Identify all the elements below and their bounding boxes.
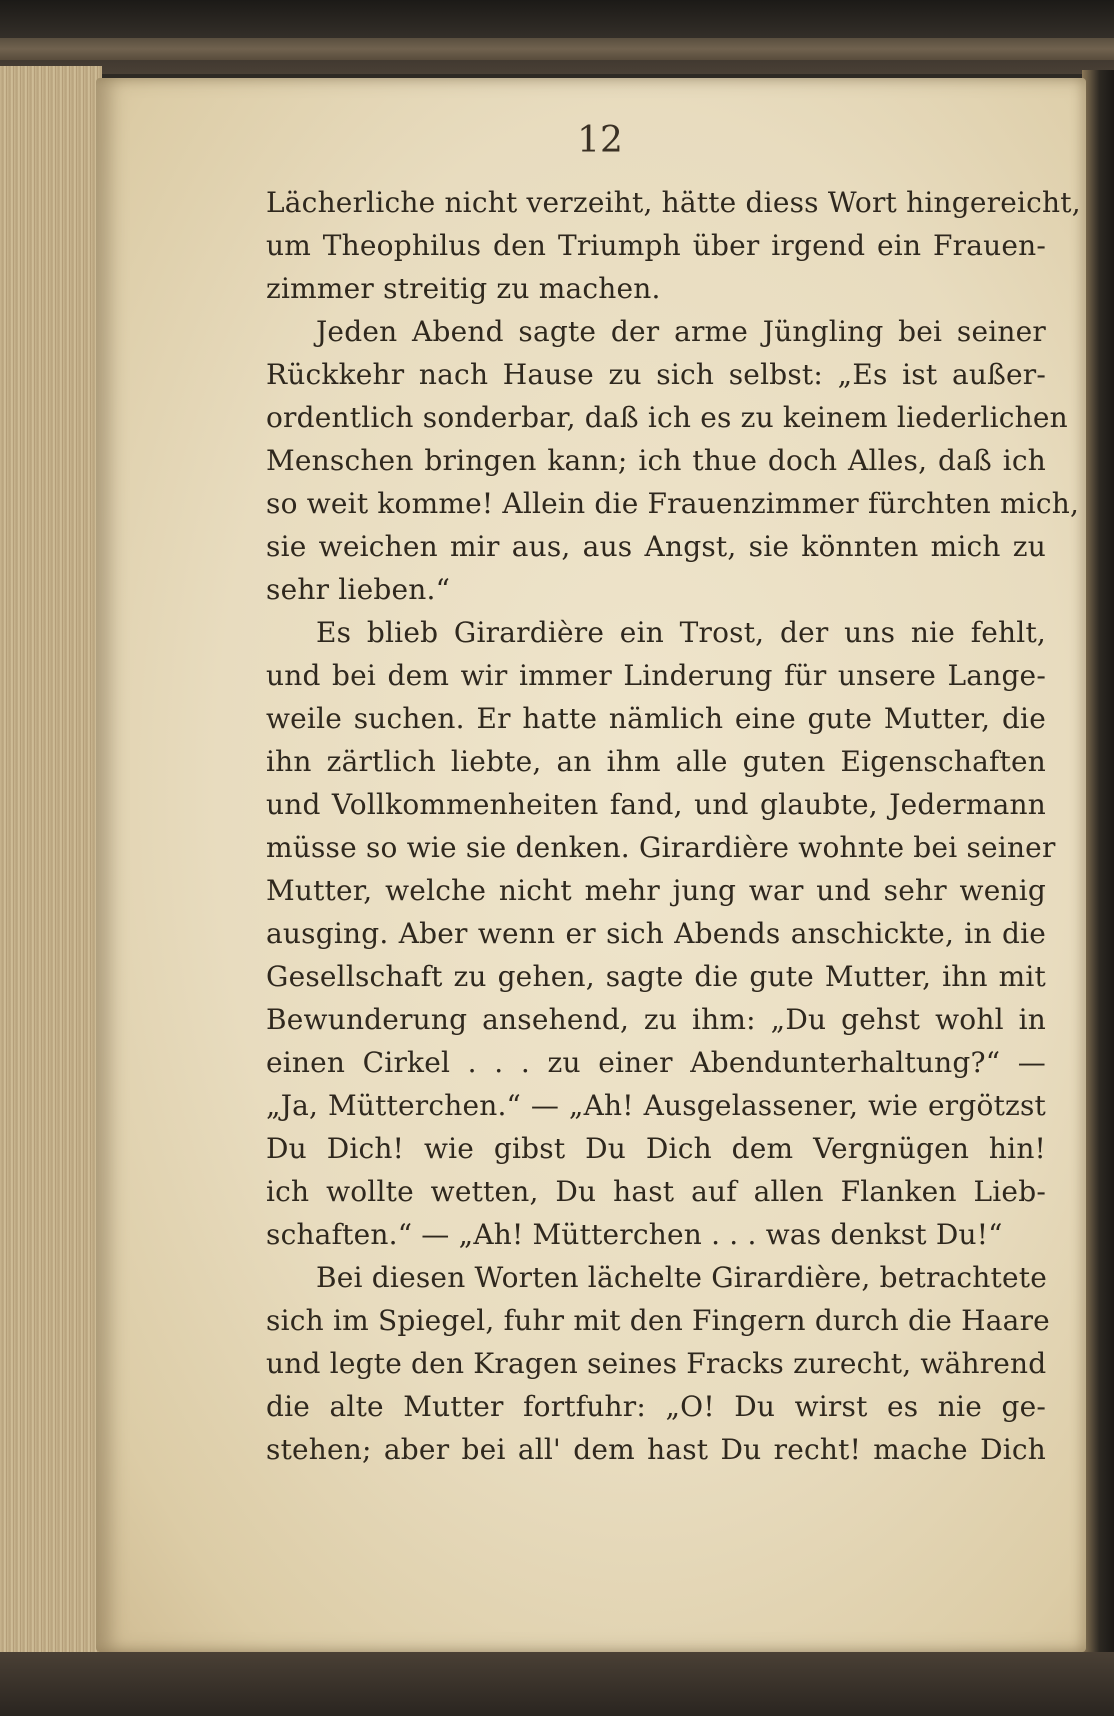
text-line: „Ja, Mütterchen.“ — „Ah! Ausgelassener, wie ergötzst	[266, 1089, 1046, 1122]
text-line: ausging. Aber wenn er sich Abends anschickte, in die	[266, 917, 1046, 950]
book-cover-edge	[0, 38, 1114, 60]
text-line: um Theophilus den Triumph über irgend ein Frauen-	[266, 229, 1046, 262]
text-line: ich wollte wetten, Du hast auf allen Flanken Lieb-	[266, 1175, 1046, 1208]
text-line: zimmer streitig zu machen.	[266, 272, 661, 305]
text-line: Gesellschaft zu gehen, sagte die gute Mutter, ihn mit	[266, 960, 1046, 993]
book-cover-bottom	[0, 1652, 1114, 1716]
body-text	[266, 181, 1081, 1471]
text-line: so weit komme! Allein die Frauenzimmer fürchten mich,	[266, 487, 1080, 520]
text-line: Es blieb Girardière ein Trost, der uns nie fehlt,	[316, 616, 1046, 649]
text-line: sehr lieben.“	[266, 573, 451, 606]
book-spine-edge	[1082, 70, 1114, 1670]
text-line: und bei dem wir immer Linderung für unsere Lange-	[266, 659, 1046, 692]
text-line: Lächerliche nicht verzeiht, hätte diess Wort hingereicht,	[266, 186, 1081, 219]
text-line: einen Cirkel . . . zu einer Abendunterhaltung?“ —	[266, 1046, 1046, 1079]
text-line: die alte Mutter fortfuhr: „O! Du wirst es nie ge-	[266, 1390, 1046, 1423]
text-line: Bei diesen Worten lächelte Girardière, betrachtete	[316, 1261, 1047, 1294]
page-number: 12	[577, 120, 623, 161]
text-line: Rückkehr nach Hause zu sich selbst: „Es ist außer-	[266, 358, 1046, 391]
text-line: ihn zärtlich liebte, an ihm alle guten Eigenschaften	[266, 745, 1046, 778]
book-cover-top	[0, 0, 1114, 74]
text-line: müsse so wie sie denken. Girardière wohnte bei seiner	[266, 831, 1056, 864]
text-line: und legte den Kragen seines Fracks zurecht, während	[266, 1347, 1047, 1380]
text-line: Jeden Abend sagte der arme Jüngling bei seiner	[316, 315, 1046, 348]
page-stack-edge	[0, 66, 102, 1656]
text-line: ordentlich sonderbar, daß ich es zu keinem liederlichen	[266, 401, 1068, 434]
text-line: sie weichen mir aus, aus Angst, sie könnten mich zu	[266, 530, 1046, 563]
text-line: Du Dich! wie gibst Du Dich dem Vergnügen hin!	[266, 1132, 1046, 1165]
text-line: sich im Spiegel, fuhr mit den Fingern durch die Haare	[266, 1304, 1050, 1337]
text-line: Bewunderung ansehend, zu ihm: „Du gehst wohl in	[266, 1003, 1046, 1036]
text-line: und Vollkommenheiten fand, und glaubte, Jedermann	[266, 788, 1046, 821]
text-line: schaften.“ — „Ah! Mütterchen . . . was denkst Du!“	[266, 1218, 1003, 1251]
text-line: weile suchen. Er hatte nämlich eine gute Mutter, die	[266, 702, 1046, 735]
text-line: Menschen bringen kann; ich thue doch Alles, daß ich	[266, 444, 1046, 477]
text-line: stehen; aber bei all' dem hast Du recht! mache Dich	[266, 1433, 1046, 1466]
text-line: Mutter, welche nicht mehr jung war und sehr wenig	[266, 874, 1046, 907]
